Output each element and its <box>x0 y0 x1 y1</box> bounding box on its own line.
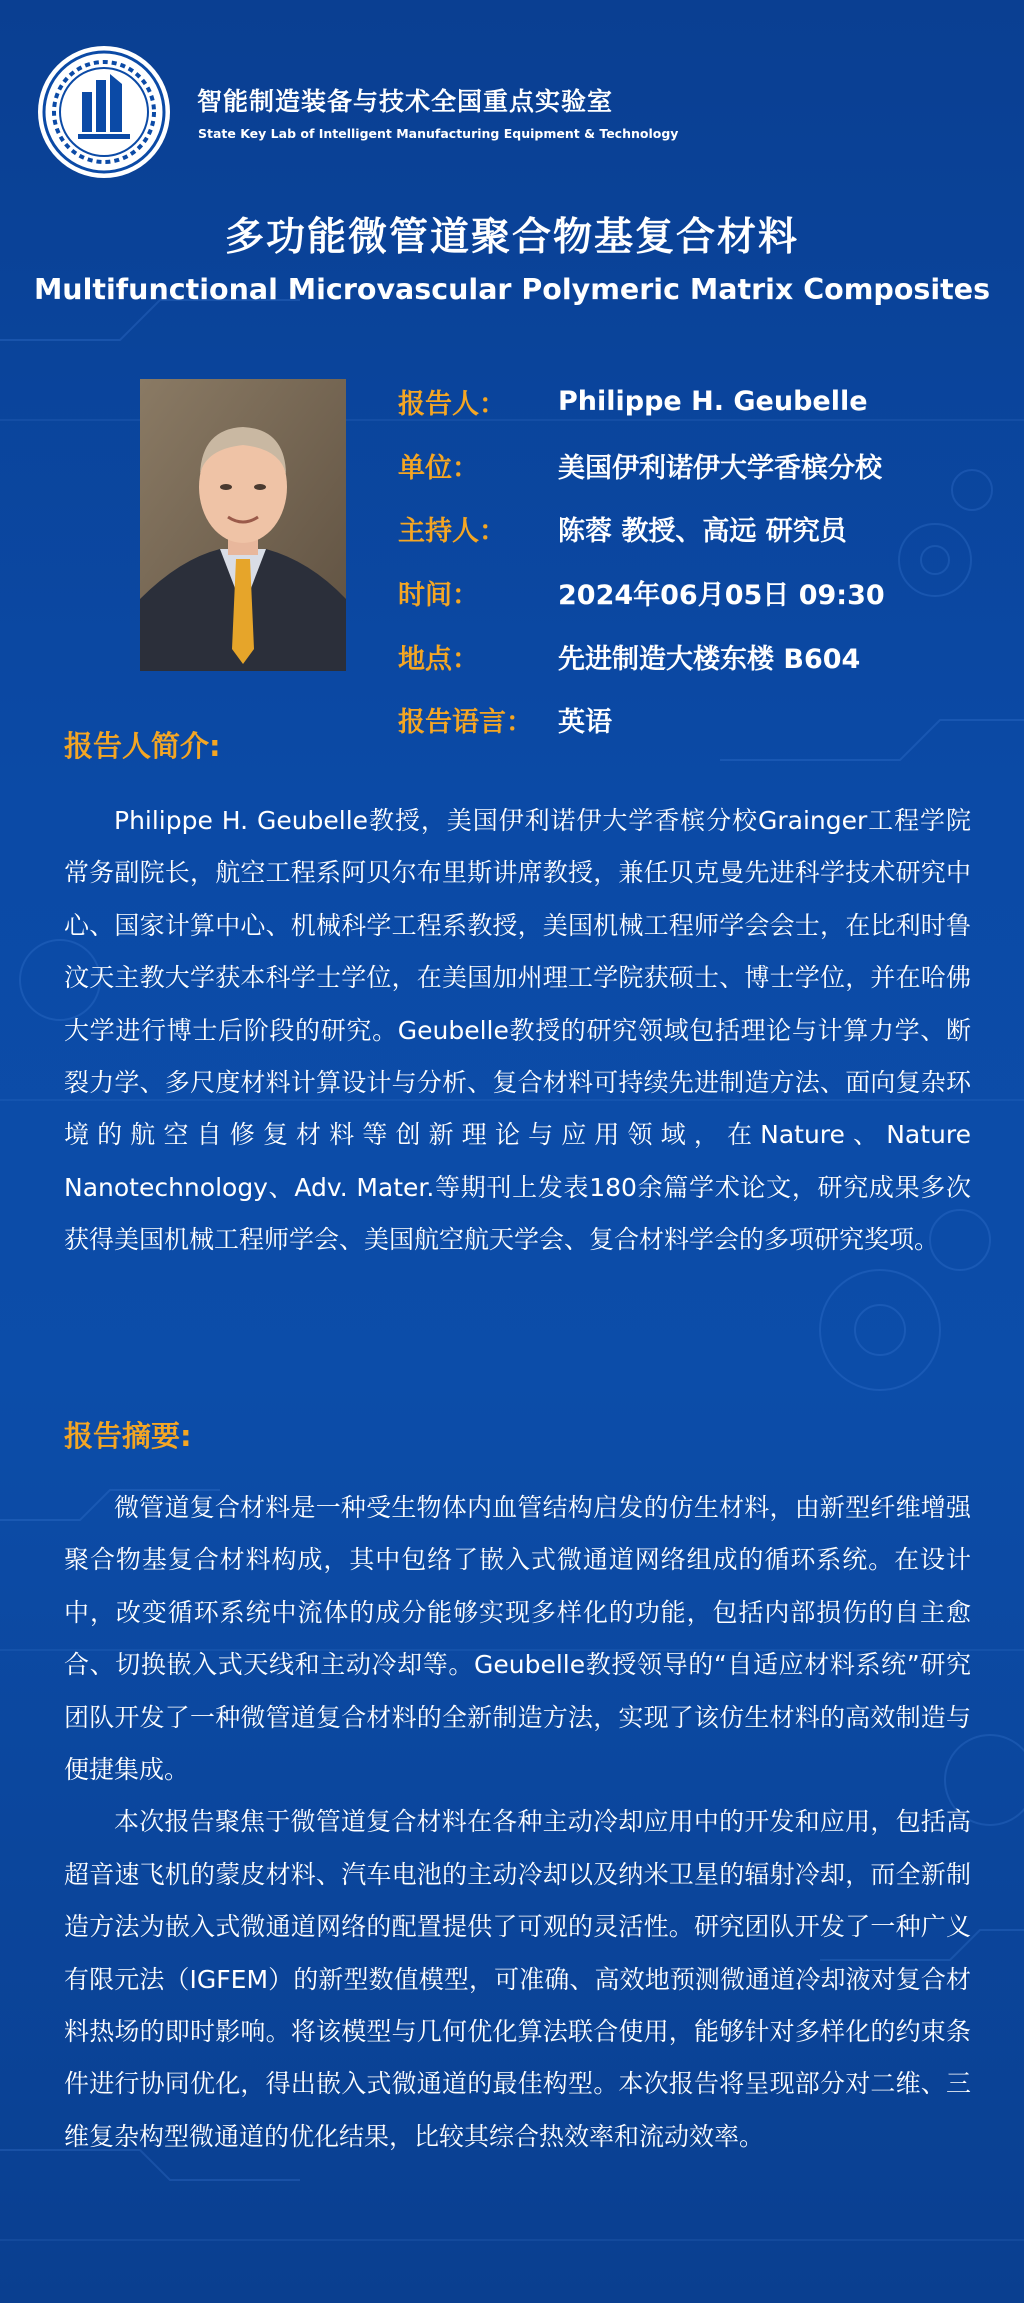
lab-logo-icon <box>36 44 172 180</box>
abstract-paragraph: 本次报告聚焦于微管道复合材料在各种主动冷却应用中的开发和应用，包括高超音速飞机的蒙皮材料、汽车电池的主动冷却以及纳米卫星的辐射冷却，而全新制造方法为嵌入式微通道网络的配置提供了可观的灵活性。研究团队开发了一种广义有限元法（IGFEM）的新型数值模型，可准确、高效地预测微通道冷却液对复合材料热场的即时影响。将该模型与几何优化算法联合使用，能够针对多样化的约束条件进行协同优化，得出嵌入式微通道的最佳构型。本次报告将呈现部分对二维、三维复杂构型微通道的优化结果，比较其综合热效率和流动效率。 <box>64 1807 971 2151</box>
lab-name-cn: 智能制造装备与技术全国重点实验室 <box>197 87 614 116</box>
bio-text <box>64 795 971 1267</box>
bio-paragraph: Philippe H. Geubelle教授，美国伊利诺伊大学香槟分校Grainger工程学院常务副院长，航空工程系阿贝尔布里斯讲席教授，兼任贝克曼先进科学技术研究中心、国家计算中心、机械科学工程系教授，美国机械工程师学会会士，在比利时鲁汶天主教大学获本科学士学位，在美国加州理工学院获硕士、博士学位，并在哈佛大学进行博士后阶段的研究。Geubelle教授的研究领域包括理论与计算力学、断裂力学、多尺度材料计算设计与分析、复合材料可持续先进制造方法、面向复杂环境的航空自修复材料等创新理论与应用领域，在Nature、Nature Nanotechnology、Adv. Mater.等期刊上发表180余篇学术论文，研究成果多次获得美国机械工程师学会、美国航空航天学会、复合材料学会的多项研究奖项。 <box>64 806 971 1255</box>
info-label: 报告语言： <box>398 707 533 739</box>
talk-title-en: Multifunctional Microvascular Polymeric Matrix Composites <box>33 273 991 306</box>
info-label: 报告人： <box>398 389 506 421</box>
speaker-photo <box>140 379 346 671</box>
talk-title-cn: 多功能微管道聚合物基复合材料 <box>224 215 799 260</box>
speaker-name: Philippe H. Geubelle <box>558 386 868 418</box>
host: 陈蓉 教授、高远 研究员 <box>558 516 847 548</box>
bio-heading: 报告人简介: <box>64 729 221 763</box>
abstract-text <box>64 1482 971 2163</box>
abstract-heading: 报告摘要: <box>64 1419 192 1453</box>
info-label: 地点： <box>398 643 479 675</box>
talk-info <box>398 370 998 752</box>
abstract-paragraph: 微管道复合材料是一种受生物体内血管结构启发的仿生材料，由新型纤维增强聚合物基复合材料构成，其中包络了嵌入式微通道网络组成的循环系统。在设计中，改变循环系统中流体的成分能够实现多样化的功能，包括内部损伤的自主愈合、切换嵌入式天线和主动冷却等。Geubelle教授领导的“自适应材料系统”研究团队开发了一种微管道复合材料的全新制造方法，实现了该仿生材料的高效制造与便捷集成。 <box>64 1493 971 1785</box>
info-label: 时间： <box>398 580 479 612</box>
location: 先进制造大楼东楼 B604 <box>558 643 861 675</box>
language: 英语 <box>558 707 612 739</box>
info-row-language <box>398 688 998 752</box>
info-row-speaker <box>398 370 998 434</box>
info-row-host <box>398 497 998 561</box>
info-label: 单位： <box>398 452 479 484</box>
info-label: 主持人： <box>398 516 506 548</box>
lab-name-en: State Key Lab of Intelligent Manufacturing Equipment & Technology <box>198 126 679 141</box>
affiliation: 美国伊利诺伊大学香槟分校 <box>558 452 882 484</box>
time: 2024年06月05日 09:30 <box>558 580 885 612</box>
info-row-affiliation <box>398 434 998 498</box>
info-row-location <box>398 624 998 688</box>
header <box>36 44 996 184</box>
info-row-time <box>398 561 998 625</box>
